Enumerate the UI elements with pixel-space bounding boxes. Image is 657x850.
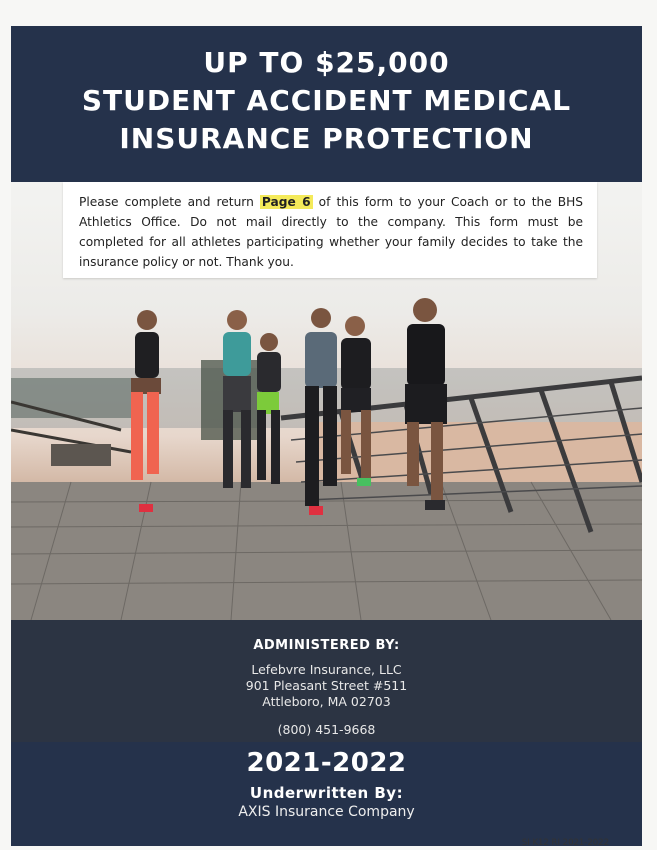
administered-by-heading: ADMINISTERED BY: (253, 638, 400, 653)
administrator-city: Attleboro, MA 02703 (262, 694, 391, 709)
title-line-3: INSURANCE PROTECTION (119, 122, 534, 155)
underwritten-by-label: Underwritten By: (249, 784, 404, 802)
title-line-2: STUDENT ACCIDENT MEDICAL (81, 84, 572, 117)
policy-years: 2021-2022 (246, 748, 407, 778)
form-code: SI K12 RI 2021-2022 (521, 838, 609, 848)
underwriter-company: AXIS Insurance Company (238, 804, 415, 820)
instructions-notice (63, 182, 597, 278)
page-6-highlight: Page 6 (261, 195, 311, 209)
instructions-text-end: of this form to your Coach or to the BHS Athletics Office. Do not mail directly to the company. This form must be completed for all athletes participating whether your family decides to take the insurance policy or not. Thank you. (79, 195, 584, 269)
flyer (11, 26, 642, 846)
administrator-street: 901 Pleasant Street #511 (245, 678, 408, 693)
instructions-text-start: Please complete and return (79, 195, 260, 209)
runners-photo (11, 182, 642, 620)
title-line-1: UP TO $25,000 (203, 46, 450, 79)
runner-2 (223, 310, 251, 488)
runner-3 (257, 333, 281, 484)
administrator-phone: (800) 451-9668 (277, 722, 376, 737)
administrator-name: Lefebvre Insurance, LLC (251, 662, 402, 677)
title-banner (11, 26, 642, 182)
instructions-text (63, 182, 597, 272)
footer-panel (11, 620, 642, 846)
